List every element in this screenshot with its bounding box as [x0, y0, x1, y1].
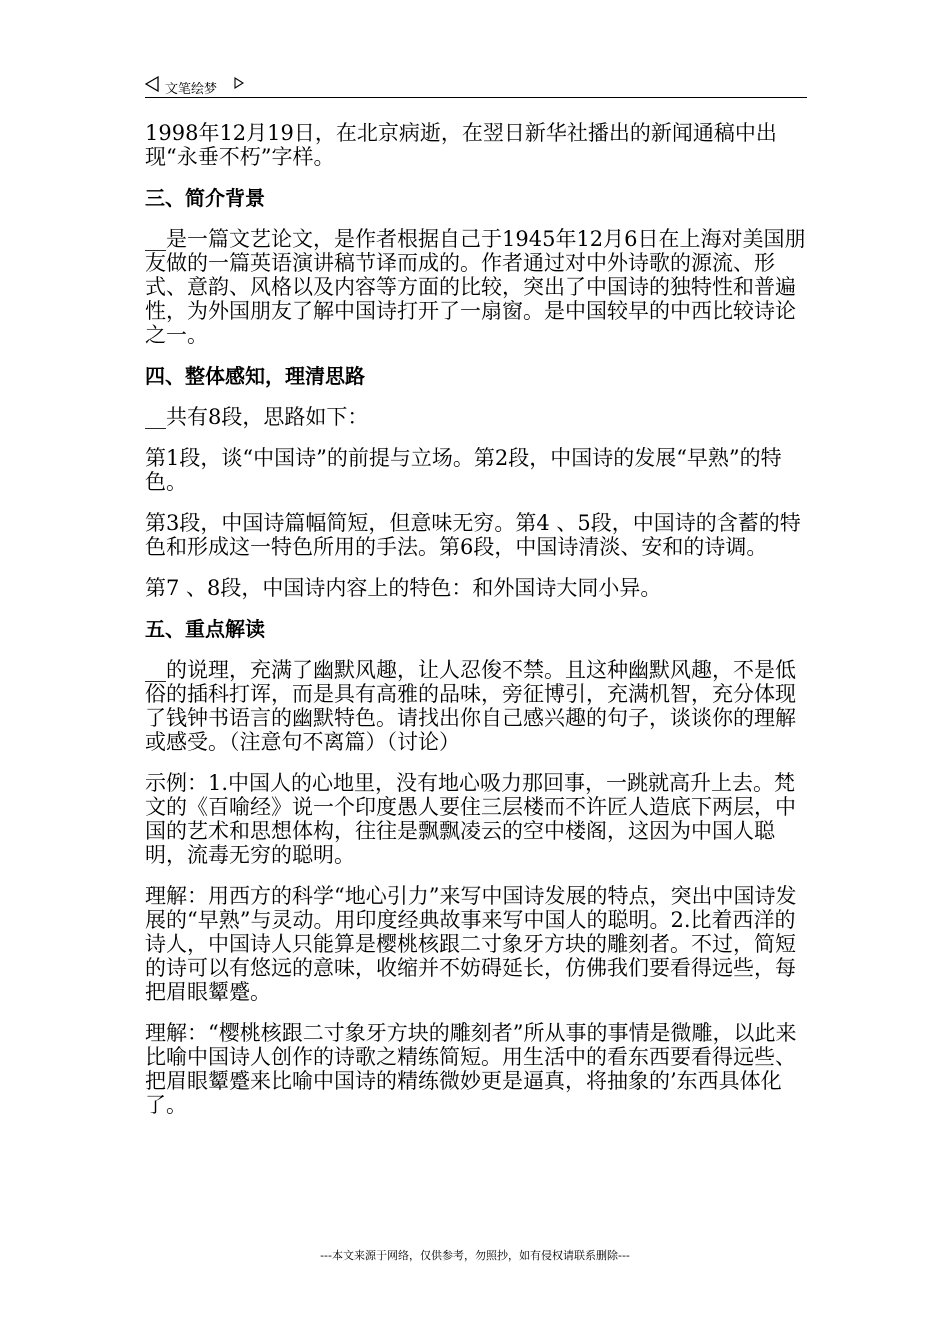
- triangle-left-icon: [145, 76, 159, 92]
- page-header: [145, 74, 807, 98]
- paragraph-overview-intro: __共有8段，思路如下：: [145, 405, 369, 429]
- paragraph-section-3-6: 第3段，中国诗篇幅简短，但意味无穷。第4 、5段，中国诗的含蓄的特色和形成这一特色所用的手法。第6段，中国诗清淡、安和的诗调。: [145, 511, 801, 559]
- paragraph-understanding-1: 理解：用西方的科学“地心引力”来写中国诗发展的特点，突出中国诗发展的“早熟”与灵动。用印度经典故事来写中国人的聪明。2.比着西洋的诗人，中国诗人只能算是樱桃核跟二寸象牙方块的雕刻者。不过，简短的诗可以有悠远的意味，收缩并不妨碍延长，仿佛我们要看得远些，每把眉眼颦蹙。: [145, 884, 797, 1004]
- paragraph-key-reading: __的说理，充满了幽默风趣，让人忍俊不禁。且这种幽默风趣，不是低俗的插科打诨，而是具有高雅的品味，旁征博引，充满机智，充分体现了钱钟书语言的幽默特色。请找出你自己感兴趣的句子，谈谈你的理解或感受。（注意句不离篇）（讨论）: [145, 658, 796, 754]
- heading-key-reading: 五、重点解读: [145, 617, 265, 641]
- heading-overview: 四、整体感知，理清思路: [145, 364, 365, 388]
- triangle-right-icon: [234, 77, 244, 89]
- page-footer-note: ---本文来源于网络，仅供参考，勿照抄，如有侵权请联系删除---: [320, 1249, 630, 1262]
- paragraph-background: __是一篇文艺论文，是作者根据自己于1945年12月6日在上海对美国朋友做的一篇英语演讲稿节译而成的。作者通过对中外诗歌的源流、形式、意韵、风格以及内容等方面的比较，突出了中国诗的独特性和普遍性，为外国朋友了解中国诗打开了一扇窗。是中国较早的中西比较诗论之一。: [145, 227, 806, 347]
- paragraph-example: 示例：1.中国人的心地里，没有地心吸力那回事，一跳就高升上去。梵文的《百喻经》说一个印度愚人要住三层楼而不许匠人造底下两层，中国的艺术和思想体构，往往是飘飘凌云的空中楼阁，这因为中国人聪明，流毒无穷的聪明。: [145, 771, 796, 867]
- paragraph-death-news: 1998年12月19日，在北京病逝，在翌日新华社播出的新闻通稿中出现“永垂不朽”字样。: [145, 121, 777, 169]
- paragraph-understanding-2: 理解：“樱桃核跟二寸象牙方块的雕刻者”所从事的事情是微雕，以此来比喻中国诗人创作的诗歌之精练简短。用生活中的看东西要看得远些、把眉眼颦蹙来比喻中国诗的精练微妙更是逼真，将抽象的’东西具体化了。: [145, 1021, 797, 1117]
- paragraph-section-7-8: 第7 、8段，中国诗内容上的特色：和外国诗大同小异。: [145, 576, 662, 600]
- heading-background: 三、简介背景: [145, 186, 265, 210]
- paragraph-section-1-2: 第1段，谈“中国诗”的前提与立场。第2段，中国诗的发展“早熟”的特色。: [145, 446, 782, 494]
- document-body: [145, 121, 807, 1134]
- header-title: 文笔绘梦: [165, 82, 218, 97]
- header-divider: [145, 97, 807, 98]
